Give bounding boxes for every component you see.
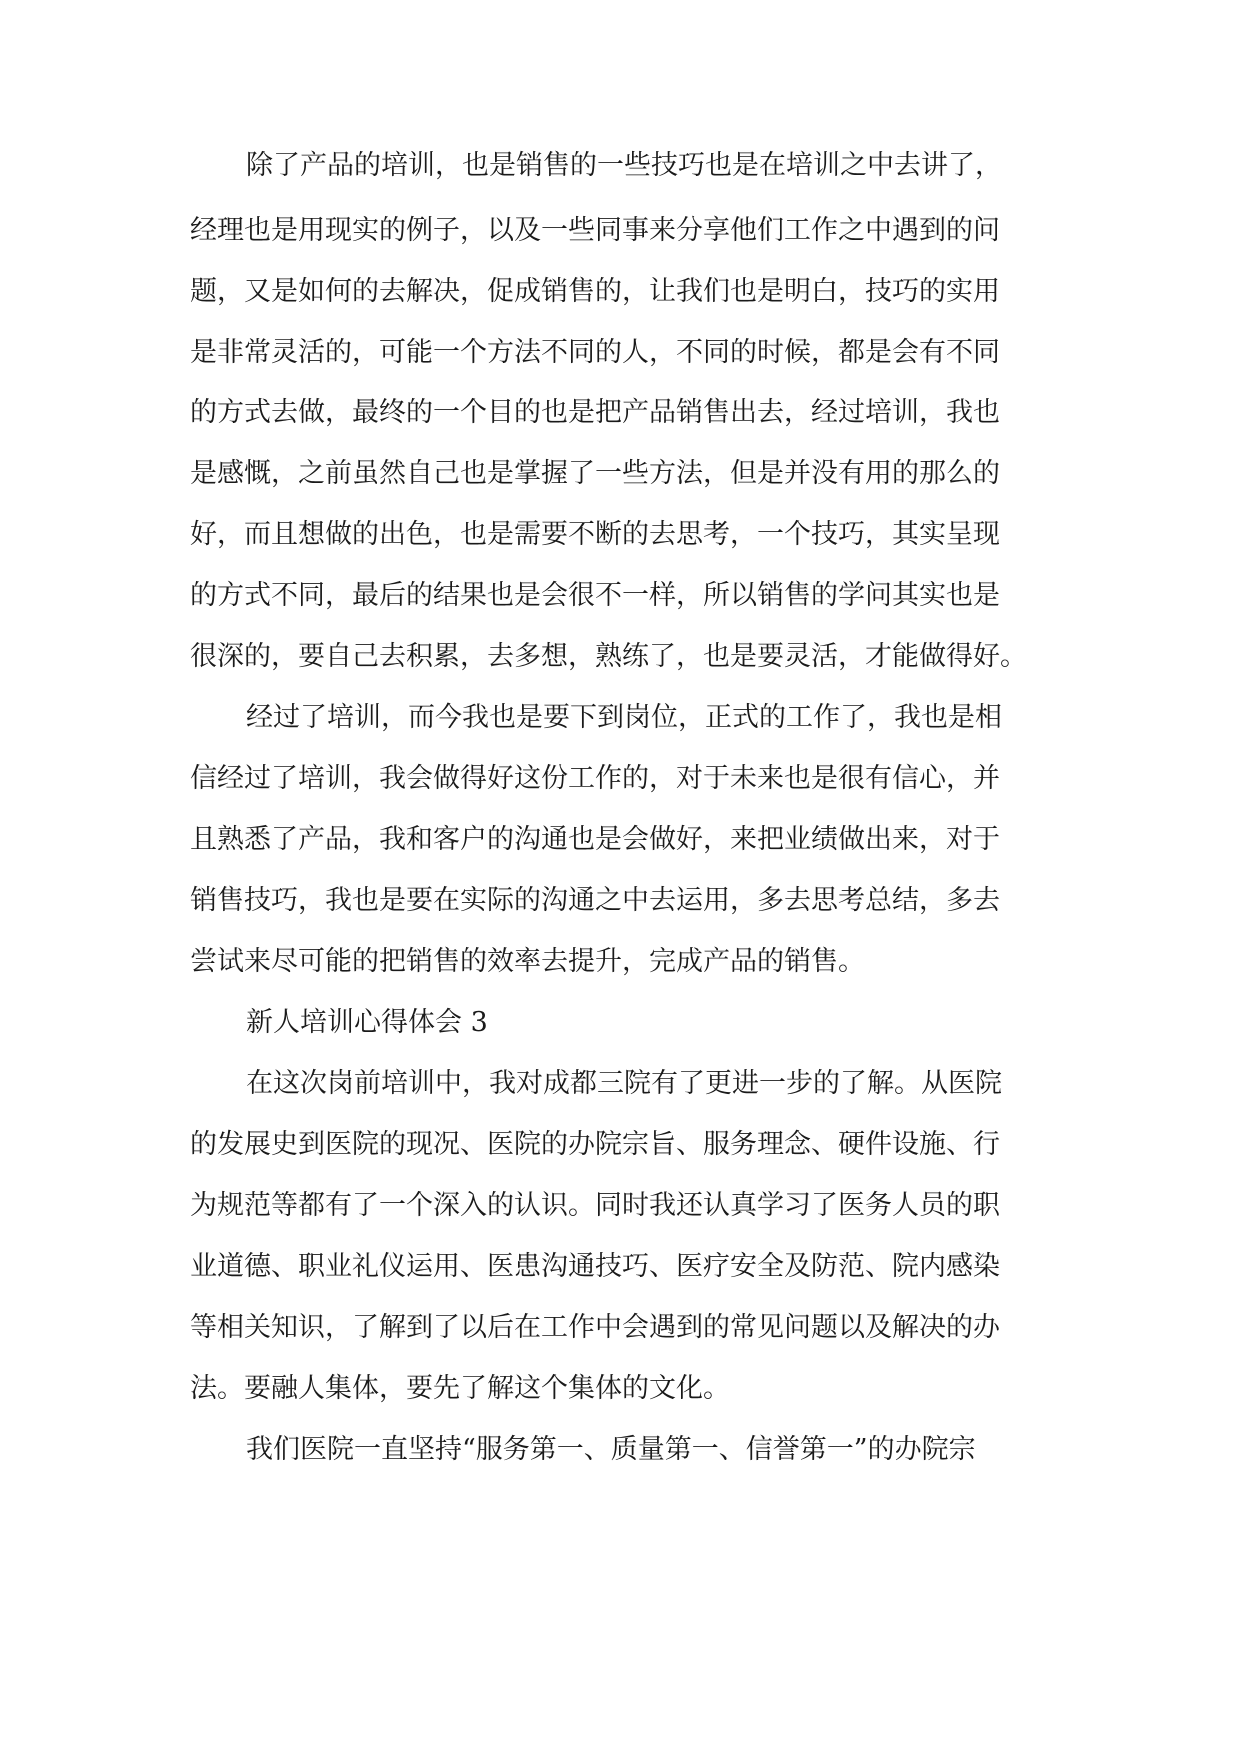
paragraph-line: 销售技巧，我也是要在实际的沟通之中去运用，多去思考总结，多去 (190, 885, 1000, 916)
paragraph-line: 业道德、职业礼仪运用、医患沟通技巧、医疗安全及防范、院内感染 (190, 1251, 1000, 1282)
paragraph-line: 经过了培训，而今我也是要下到岗位，正式的工作了，我也是相 (246, 702, 1002, 733)
paragraph-line: 是感慨，之前虽然自己也是掌握了一些方法，但是并没有用的那么的 (190, 458, 1000, 489)
paragraph-line: 的发展史到医院的现况、医院的办院宗旨、服务理念、硬件设施、行 (190, 1129, 1000, 1160)
paragraph-line: 题，又是如何的去解决，促成销售的，让我们也是明白，技巧的实用 (190, 276, 1000, 307)
paragraph-line: 信经过了培训，我会做得好这份工作的，对于未来也是很有信心，并 (190, 763, 1000, 794)
paragraph-line: 且熟悉了产品，我和客户的沟通也是会做好，来把业绩做出来，对于 (190, 824, 1000, 855)
paragraph-line: 的方式不同，最后的结果也是会很不一样，所以销售的学问其实也是 (190, 580, 1000, 611)
paragraph-line: 尝试来尽可能的把销售的效率去提升，完成产品的销售。 (190, 946, 865, 977)
paragraph-line: 等相关知识，了解到了以后在工作中会遇到的常见问题以及解决的办 (190, 1312, 1000, 1343)
section-heading: 新人培训心得体会 3 (246, 1007, 488, 1038)
paragraph-line: 是非常灵活的，可能一个方法不同的人，不同的时候，都是会有不同 (190, 337, 1000, 368)
paragraph-line: 在这次岗前培训中，我对成都三院有了更进一步的了解。从医院 (246, 1068, 1002, 1099)
paragraph-line: 除了产品的培训，也是销售的一些技巧也是在培训之中去讲了， (246, 150, 1002, 181)
paragraph-line: 经理也是用现实的例子，以及一些同事来分享他们工作之中遇到的问 (190, 215, 1000, 246)
paragraph-line: 为规范等都有了一个深入的认识。同时我还认真学习了医务人员的职 (190, 1190, 1000, 1221)
paragraph-line: 我们医院一直坚持“服务第一、质量第一、信誉第一”的办院宗 (246, 1434, 976, 1465)
paragraph-line: 法。要融人集体，要先了解这个集体的文化。 (190, 1373, 730, 1404)
paragraph-line: 很深的，要自己去积累，去多想，熟练了，也是要灵活，才能做得好。 (190, 641, 1027, 672)
paragraph-line: 好，而且想做的出色，也是需要不断的去思考，一个技巧，其实呈现 (190, 519, 1000, 550)
paragraph-line: 的方式去做，最终的一个目的也是把产品销售出去，经过培训，我也 (190, 397, 1000, 428)
